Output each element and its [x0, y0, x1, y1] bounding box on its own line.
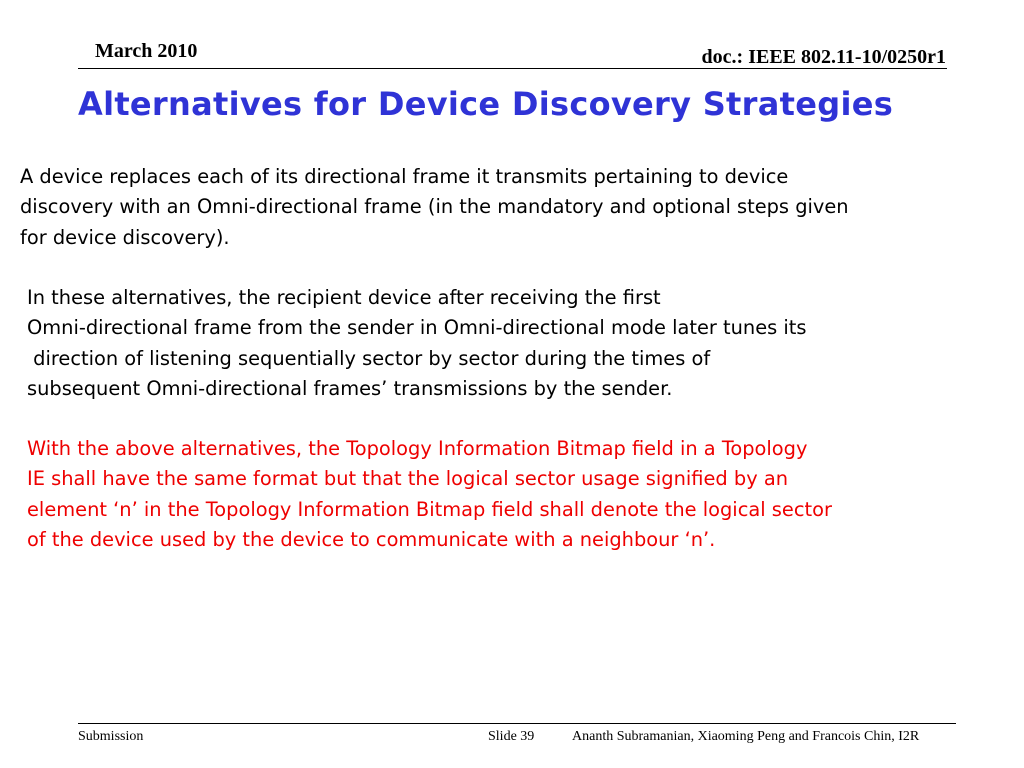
- footer-rule: [78, 723, 956, 724]
- paragraph-line: A device replaces each of its directional frame it transmits pertaining to device: [20, 165, 789, 188]
- header-doc-id: doc.: IEEE 802.11-10/0250r1: [701, 46, 946, 68]
- footer-submission: Submission: [78, 729, 144, 744]
- body-paragraph-2: [27, 283, 807, 404]
- footer-slide-number: Slide 39: [488, 729, 535, 744]
- header-date: March 2010: [95, 40, 198, 62]
- paragraph-line: Omni-directional frame from the sender in Omni-directional mode later tunes its: [27, 316, 807, 340]
- paragraph-line: direction of listening sequentially sector by sector during the times of: [27, 346, 711, 370]
- body-paragraph-1: [20, 162, 849, 253]
- paragraph-line: discovery with an Omni-directional frame (in the mandatory and optional steps given: [20, 195, 849, 219]
- slide-title: Alternatives for Device Discovery Strategies: [78, 85, 894, 123]
- paragraph-line: of the device used by the device to communicate with a neighbour ‘n’.: [27, 527, 716, 551]
- paragraph-line: element ‘n’ in the Topology Information Bitmap field shall denote the logical sector: [27, 497, 832, 521]
- body-paragraph-3-highlight: [27, 434, 832, 555]
- paragraph-line: With the above alternatives, the Topology Information Bitmap field in a Topology: [27, 437, 808, 460]
- paragraph-line: IE shall have the same format but that the logical sector usage signified by an: [27, 467, 789, 491]
- paragraph-line: for device discovery).: [20, 225, 230, 249]
- paragraph-line: In these alternatives, the recipient device after receiving the first: [27, 286, 661, 309]
- footer-authors: Ananth Subramanian, Xiaoming Peng and Francois Chin, I2R: [572, 729, 920, 744]
- paragraph-line: subsequent Omni-directional frames’ transmissions by the sender.: [27, 376, 673, 400]
- header-rule: [78, 68, 947, 69]
